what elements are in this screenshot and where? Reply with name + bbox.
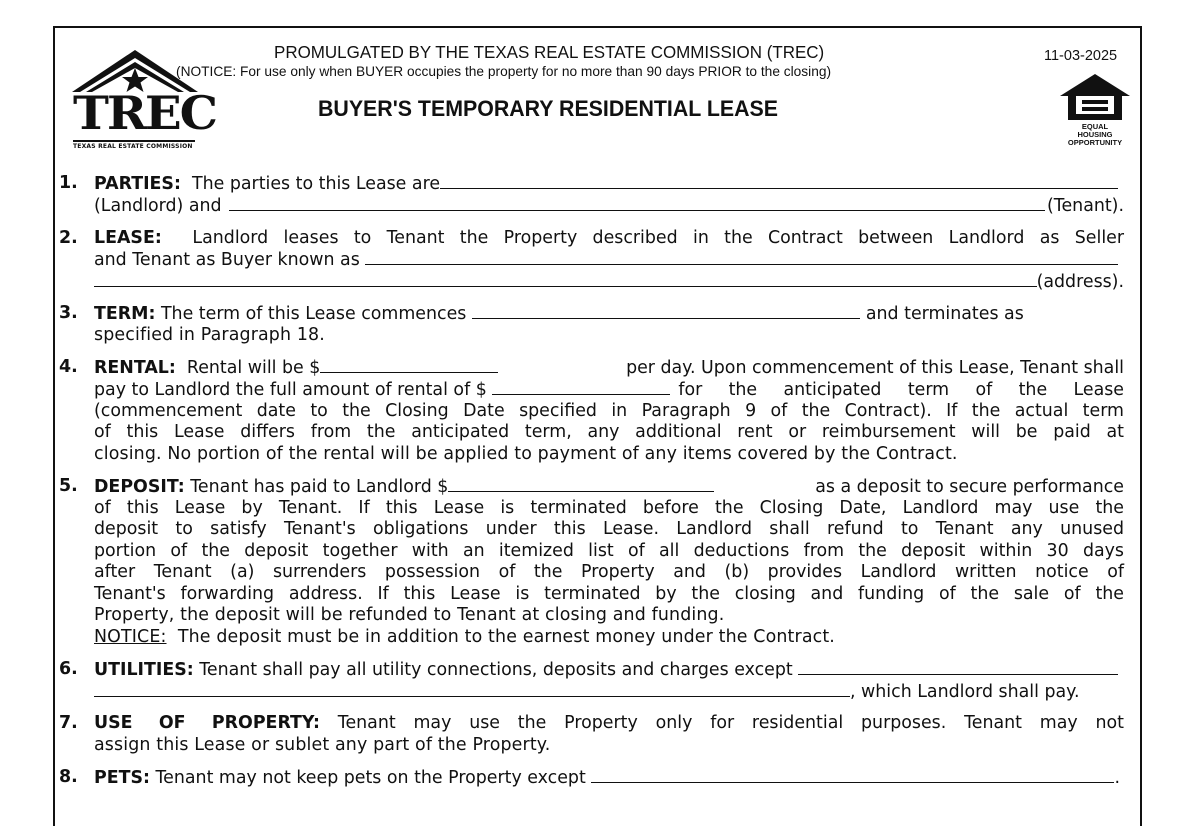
- equal-housing-icon: [1058, 72, 1132, 122]
- rental-per-day-field[interactable]: [320, 356, 498, 373]
- section-heading: LEASE:: [94, 228, 162, 248]
- utilities-except-field-2[interactable]: [94, 680, 850, 697]
- usage-notice: (NOTICE: For use only when BUYER occupies the property for no more than 90 days PRIOR to the closing): [176, 63, 832, 79]
- property-address-field-2[interactable]: [94, 270, 1037, 287]
- equal-housing-logo: [1058, 72, 1132, 154]
- section-heading: UTILITIES:: [94, 660, 194, 680]
- section-number: 6.: [59, 659, 78, 679]
- section-number: 2.: [59, 228, 78, 248]
- form-date: 11-03-2025: [1044, 48, 1118, 64]
- tenant-name-field[interactable]: [229, 194, 1045, 211]
- pets-except-field[interactable]: [591, 766, 1114, 783]
- utilities-except-field-1[interactable]: [798, 658, 1118, 675]
- promulgated-heading: PROMULGATED BY THE TEXAS REAL ESTATE COMMISSION (TREC): [274, 42, 825, 62]
- logo-divider: [73, 140, 195, 142]
- deposit-amount-field[interactable]: [448, 475, 714, 492]
- section-heading: RENTAL:: [94, 358, 176, 378]
- rental-full-amount-field[interactable]: [492, 378, 670, 395]
- logo-subtitle: TEXAS REAL ESTATE COMMISSION: [73, 143, 193, 150]
- section-number: 3.: [59, 303, 78, 323]
- section-heading: DEPOSIT:: [94, 477, 185, 497]
- page-title: BUYER'S TEMPORARY RESIDENTIAL LEASE: [318, 96, 779, 121]
- equal-housing-text: EQUAL HOUSING OPPORTUNITY: [1067, 122, 1123, 147]
- property-address-field-1[interactable]: [365, 248, 1118, 265]
- section-number: 8.: [59, 767, 78, 787]
- notice-label: NOTICE:: [94, 627, 167, 647]
- section-heading: PARTIES:: [94, 174, 181, 194]
- section-heading: USE OF PROPERTY:: [94, 713, 320, 733]
- section-number: 4.: [59, 357, 78, 377]
- landlord-name-field[interactable]: [440, 172, 1118, 189]
- section-number: 1.: [59, 173, 78, 193]
- logo-text: TREC: [73, 86, 216, 140]
- section-heading: TERM:: [94, 304, 156, 324]
- notice-text: The deposit must be in addition to the earnest money under the Contract.: [177, 627, 835, 647]
- section-number: 5.: [59, 476, 78, 496]
- section-heading: PETS:: [94, 768, 150, 788]
- section-number: 7.: [59, 713, 78, 733]
- commencement-date-field[interactable]: [472, 302, 860, 319]
